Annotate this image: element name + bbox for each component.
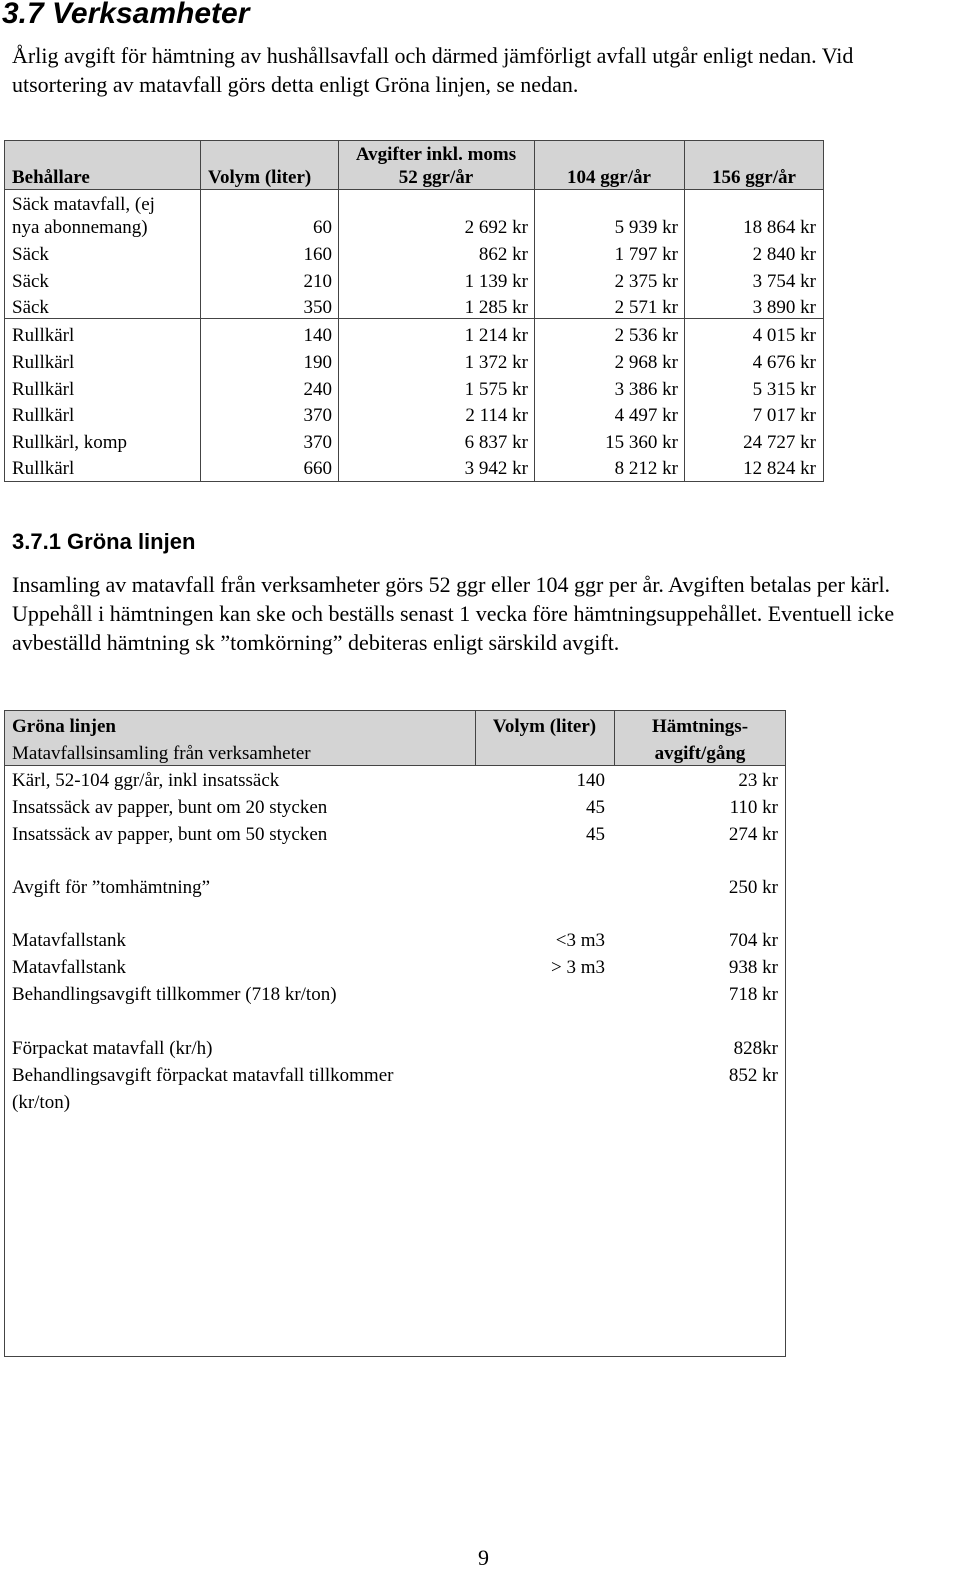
table-cell-156: 18 864 kr: [743, 217, 816, 238]
table-cell-104: 15 360 kr: [605, 432, 678, 453]
list-item-label: Insatssäck av papper, bunt om 20 stycken: [12, 797, 328, 818]
subsection-title: 3.7.1 Gröna linjen: [12, 529, 196, 554]
green-header-subtitle: Matavfallsinsamling från verksamheter: [12, 743, 311, 764]
list-item-fee: 250 kr: [728, 877, 778, 898]
list-item-fee: 274 kr: [728, 824, 778, 845]
table-cell-156: 4 676 kr: [752, 352, 816, 373]
table-cell-156: 24 727 kr: [743, 432, 816, 453]
table-cell-52: 2 692 kr: [464, 217, 528, 238]
table-row-container: Rullkärl: [12, 458, 75, 479]
header-104: 104 ggr/år: [567, 167, 651, 188]
table-row-container: Säck: [12, 297, 49, 318]
page-number: 9: [478, 1545, 489, 1570]
table-cell-volume: 60: [313, 217, 332, 238]
table-row-container: nya abonnemang): [12, 217, 148, 238]
table-cell-volume: 160: [303, 244, 332, 265]
header-156: 156 ggr/år: [712, 167, 796, 188]
table-cell-52: 1 372 kr: [464, 352, 528, 373]
table-cell-104: 1 797 kr: [614, 244, 678, 265]
table-cell-52: 6 837 kr: [464, 432, 528, 453]
table-cell-52: 862 kr: [478, 244, 528, 265]
green-header-name: Gröna linjen: [12, 716, 116, 737]
table-row-container: Säck matavfall, (ej: [12, 194, 155, 215]
table-cell-156: 4 015 kr: [752, 325, 816, 346]
table-cell-volume: 140: [303, 325, 332, 346]
intro-paragraph: Årlig avgift för hämtning av hushållsavfall och därmed jämförligt avfall utgår enligt nedan. Vid utsortering av matavfall görs detta enligt Gröna linjen, se nedan.: [12, 43, 854, 97]
list-item-fee: 828kr: [733, 1038, 778, 1059]
header-fees-label: Avgifter inkl. moms: [355, 144, 517, 165]
list-item-label: Matavfallstank: [12, 957, 126, 978]
table-cell-104: 3 386 kr: [614, 379, 678, 400]
list-item-fee: 704 kr: [728, 930, 778, 951]
table-cell-52: 1 214 kr: [464, 325, 528, 346]
table-cell-156: 7 017 kr: [752, 405, 816, 426]
table-cell-52: 2 114 kr: [465, 405, 528, 426]
table-row-container: Rullkärl: [12, 405, 75, 426]
table-cell-volume: 240: [303, 379, 332, 400]
list-item-label: Avgift för ”tomhämtning”: [12, 877, 211, 898]
table-row-container: Rullkärl: [12, 352, 75, 373]
table-cell-52: 1 575 kr: [464, 379, 528, 400]
list-item-volume: > 3 m3: [551, 957, 605, 978]
table-cell-volume: 370: [303, 405, 332, 426]
list-item-volume: 45: [586, 824, 605, 845]
table-cell-156: 5 315 kr: [752, 379, 816, 400]
list-item-label: Matavfallstank: [12, 930, 126, 951]
table-cell-104: 2 375 kr: [614, 271, 678, 292]
table-cell-volume: 660: [303, 458, 332, 479]
section-title: 3.7 Verksamheter: [2, 0, 250, 30]
table-cell-156: 3 754 kr: [752, 271, 816, 292]
list-item-fee: 23 kr: [738, 770, 778, 791]
table-row-container: Rullkärl: [12, 379, 75, 400]
fee-table: [4, 140, 824, 482]
green-header-volume: Volym (liter): [492, 716, 597, 737]
list-item-label: Kärl, 52-104 ggr/år, inkl insatssäck: [12, 770, 280, 791]
green-line-table: [4, 710, 786, 1357]
table-row-container: Rullkärl: [12, 325, 75, 346]
list-item-fee: 718 kr: [728, 984, 778, 1005]
list-item-label: (kr/ton): [12, 1092, 71, 1113]
list-item-label: Förpackat matavfall (kr/h): [12, 1038, 213, 1059]
list-item-label: Insatssäck av papper, bunt om 50 stycken: [12, 824, 328, 845]
table-row-container: Säck: [12, 244, 49, 265]
list-item-fee: 938 kr: [728, 957, 778, 978]
list-item-volume: 140: [576, 770, 605, 791]
table-cell-volume: 190: [303, 352, 332, 373]
list-item-fee: 852 kr: [728, 1065, 778, 1086]
table-cell-104: 4 497 kr: [614, 405, 678, 426]
list-item-fee: 110 kr: [729, 797, 778, 818]
table-cell-volume: 370: [303, 432, 332, 453]
table-cell-104: 8 212 kr: [614, 458, 678, 479]
table-cell-volume: 210: [303, 271, 332, 292]
table-cell-156: 2 840 kr: [752, 244, 816, 265]
table-cell-104: 2 571 kr: [614, 297, 678, 318]
list-item-label: Behandlingsavgift förpackat matavfall tillkommer: [12, 1065, 394, 1086]
green-header-fee-line2: avgift/gång: [654, 743, 746, 764]
green-header-fee-line1: Hämtnings-: [651, 716, 749, 737]
table-row-container: Säck: [12, 271, 49, 292]
table-cell-156: 3 890 kr: [752, 297, 816, 318]
green-line-paragraph: Insamling av matavfall från verksamheter görs 52 ggr eller 104 ggr per år. Avgiften betalas per kärl. Uppehåll i hämtningen kan ske och beställs senast 1 vecka före hämtningsuppehållet. Eventuell icke avbeställd hämtning sk ”tomkörning” debiteras enligt särskild avgift.: [12, 572, 895, 655]
list-item-label: Behandlingsavgift tillkommer (718 kr/ton): [12, 984, 337, 1005]
header-container: Behållare: [12, 167, 90, 188]
table-cell-156: 12 824 kr: [743, 458, 816, 479]
list-item-volume: 45: [586, 797, 605, 818]
table-cell-104: 2 968 kr: [614, 352, 678, 373]
table-cell-52: 1 285 kr: [464, 297, 528, 318]
table-cell-52: 3 942 kr: [464, 458, 528, 479]
list-item-volume: <3 m3: [555, 930, 605, 951]
table-row-container: Rullkärl, komp: [12, 432, 128, 453]
table-cell-52: 1 139 kr: [464, 271, 528, 292]
header-volume: Volym (liter): [208, 167, 312, 188]
header-52: 52 ggr/år: [398, 167, 474, 188]
table-cell-104: 5 939 kr: [614, 217, 678, 238]
table-cell-104: 2 536 kr: [614, 325, 678, 346]
table-cell-volume: 350: [303, 297, 332, 318]
